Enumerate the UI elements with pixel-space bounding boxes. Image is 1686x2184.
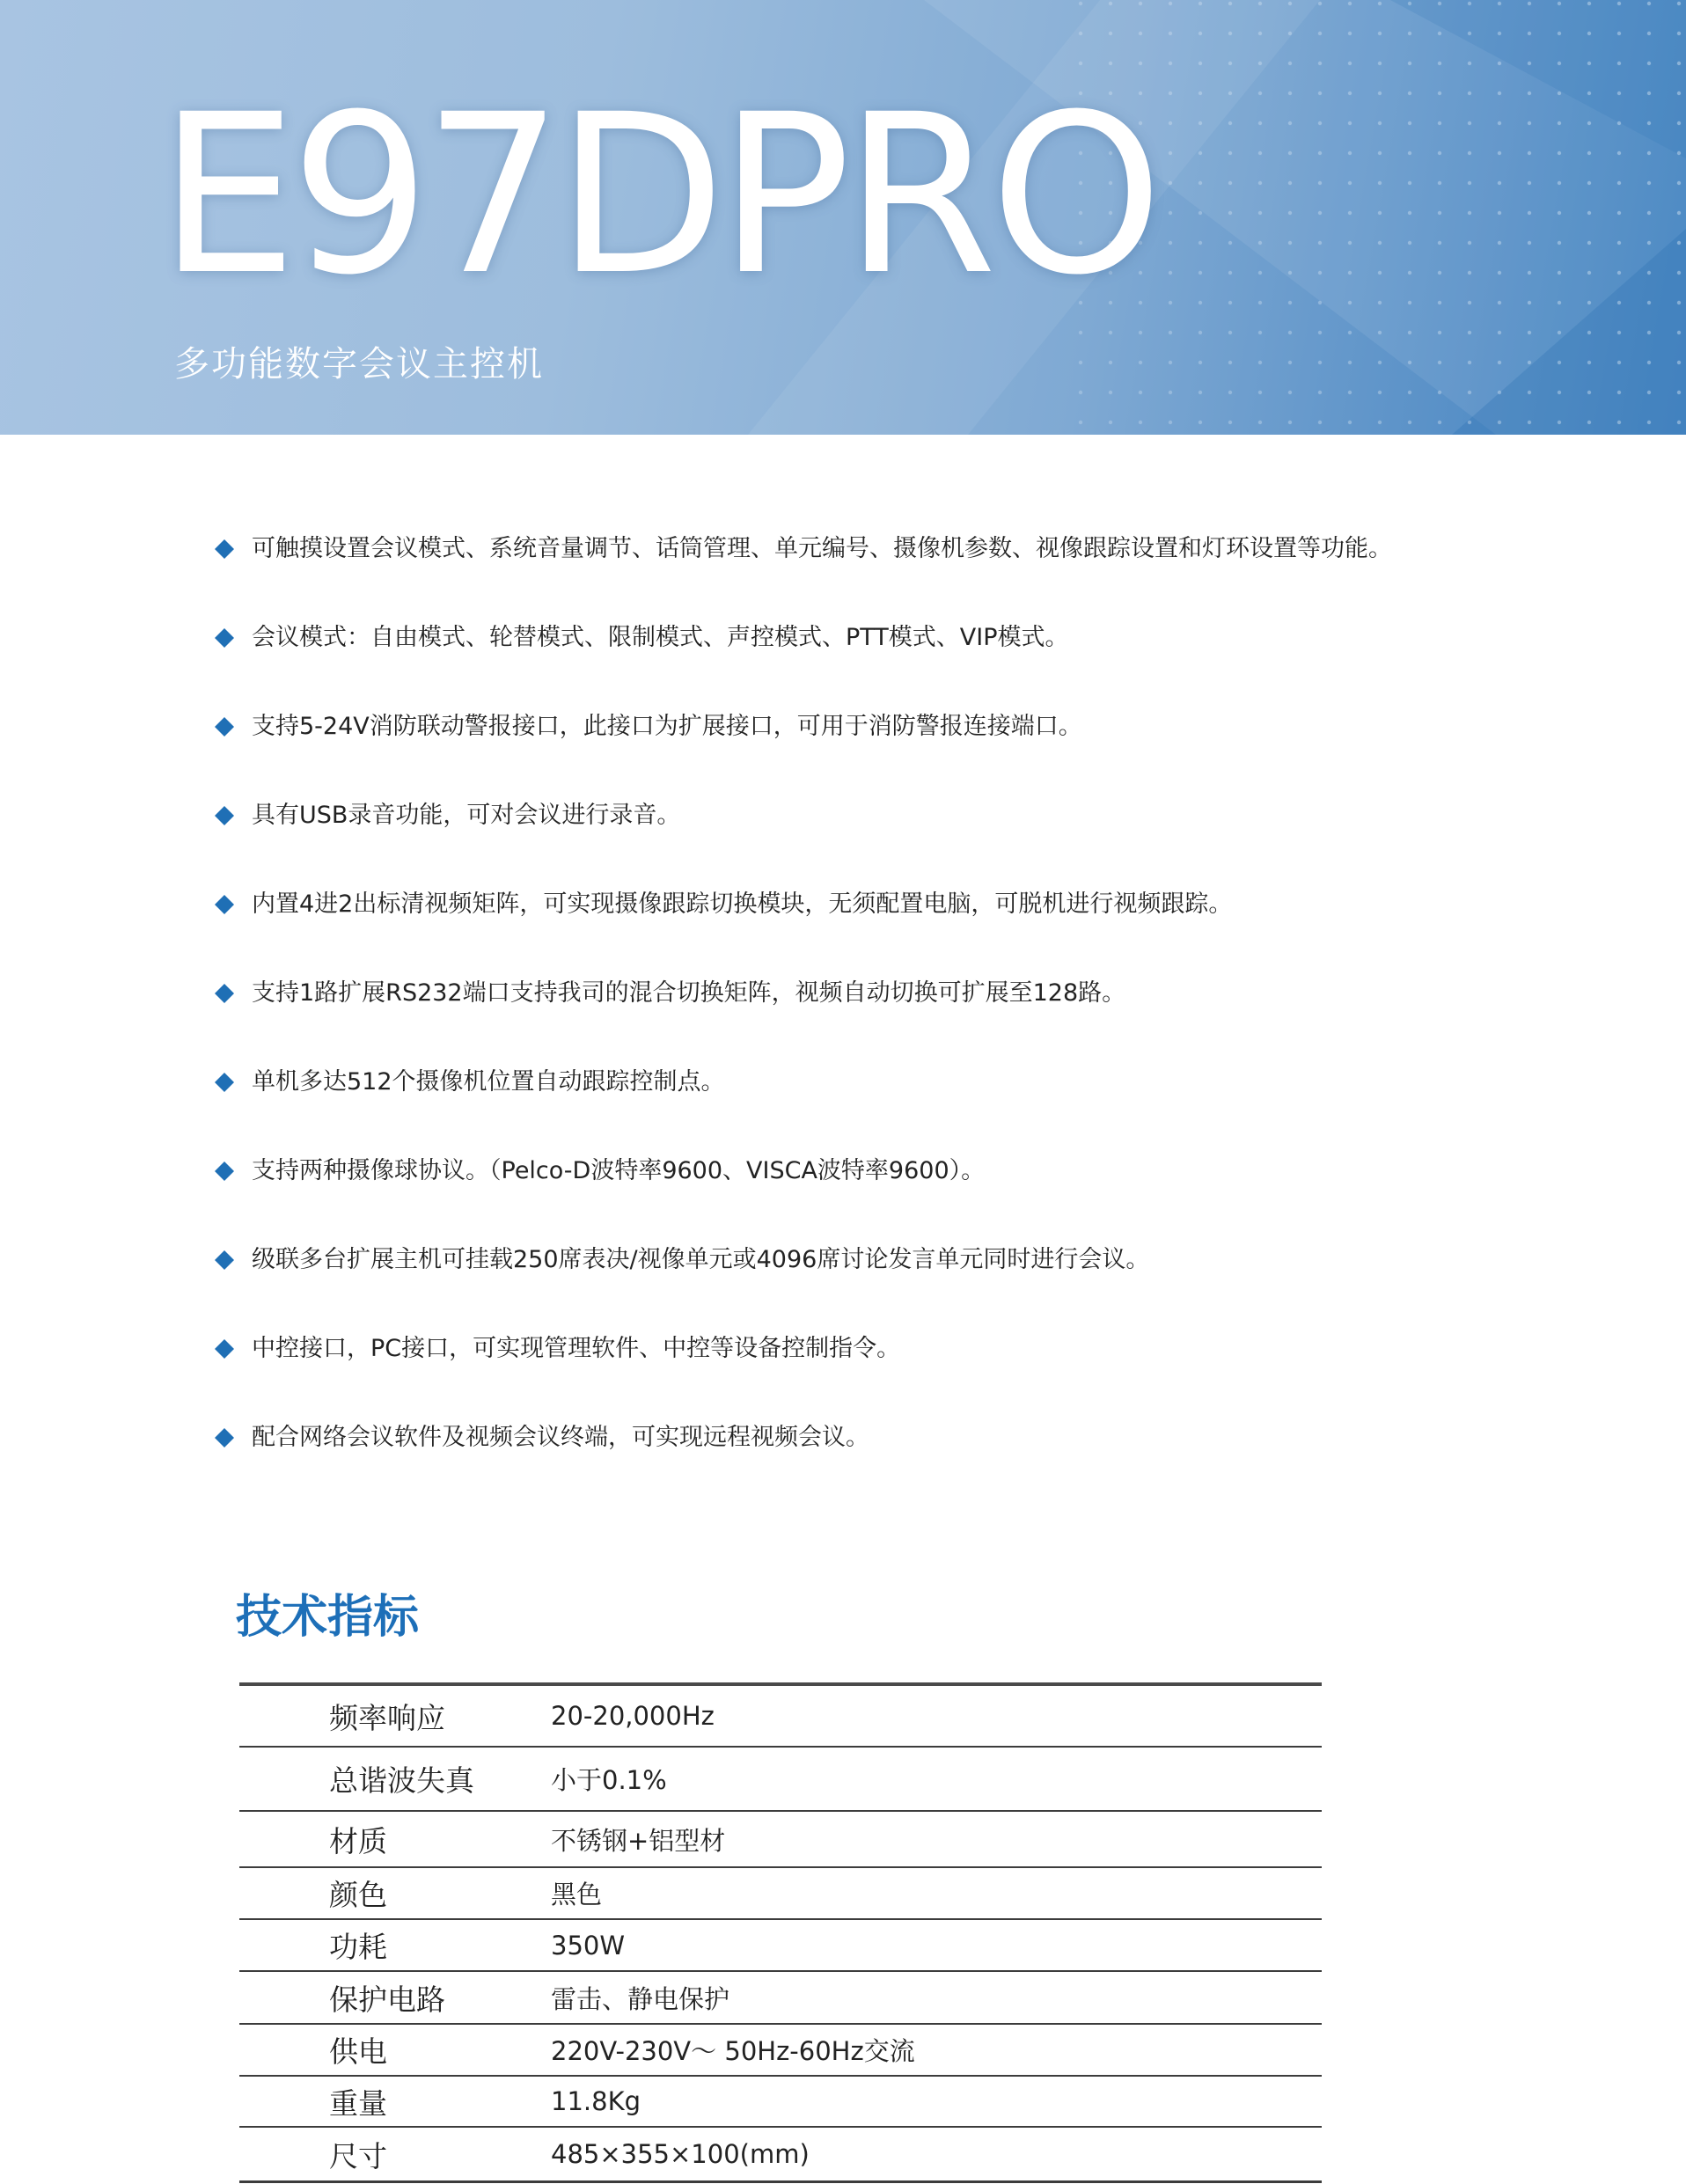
diamond-bullet-icon [215, 1073, 234, 1092]
spec-row [239, 1920, 1322, 1972]
product-title: E97DPRO [158, 67, 1156, 323]
spec-row [239, 1812, 1322, 1868]
diamond-bullet-icon [215, 1250, 234, 1270]
feature-item [215, 519, 1535, 608]
feature-item [215, 964, 1535, 1052]
spec-row [239, 2077, 1322, 2128]
feature-item [215, 875, 1535, 964]
feature-text: 支持5-24V消防联动警报接口，此接口为扩展接口，可用于消防警报连接端口。 [252, 713, 1082, 740]
feature-item [215, 608, 1535, 697]
spec-value: 11.8Kg [551, 2086, 641, 2116]
feature-item [215, 1319, 1535, 1408]
feature-text: 会议模式：自由模式、轮替模式、限制模式、声控模式、PTT模式、VIP模式。 [252, 624, 1069, 651]
spec-label: 重量 [329, 2085, 387, 2121]
spec-label: 保护电路 [329, 1982, 445, 2017]
diamond-bullet-icon [215, 895, 234, 914]
feature-item [215, 1408, 1535, 1497]
feature-text: 单机多达512个摄像机位置自动跟踪控制点。 [252, 1068, 725, 1096]
diamond-bullet-icon [215, 984, 234, 1003]
diamond-bullet-icon [215, 1339, 234, 1359]
spec-row [239, 1868, 1322, 1920]
spec-label: 频率响应 [329, 1700, 445, 1735]
spec-row [239, 2025, 1322, 2077]
spec-value: 不锈钢+铝型材 [551, 1825, 726, 1856]
spec-label: 功耗 [329, 1930, 387, 1964]
spec-table [239, 1682, 1322, 2183]
spec-value: 220V-230V～ 50Hz-60Hz交流 [551, 2036, 915, 2066]
feature-text: 中控接口，PC接口，可实现管理软件、中控等设备控制指令。 [252, 1335, 901, 1362]
feature-item [215, 697, 1535, 786]
feature-item [215, 1230, 1535, 1319]
spec-value: 485×355×100(mm) [551, 2139, 810, 2169]
diamond-bullet-icon [215, 539, 234, 559]
feature-text: 具有USB录音功能，可对会议进行录音。 [252, 802, 681, 829]
spec-label: 尺寸 [329, 2138, 387, 2173]
diamond-bullet-icon [215, 1162, 234, 1181]
product-subtitle: 多功能数字会议主控机 [174, 344, 544, 385]
feature-item [215, 1052, 1535, 1141]
spec-label: 供电 [329, 2034, 387, 2069]
spec-value: 20-20,000Hz [551, 1701, 715, 1731]
feature-text: 级联多台扩展主机可挂载250席表决/视像单元或4096席讨论发言单元同时进行会议。 [252, 1246, 1150, 1273]
diamond-bullet-icon [215, 717, 234, 737]
feature-text: 可触摸设置会议模式、系统音量调节、话筒管理、单元编号、摄像机参数、视像跟踪设置和灯环设置等功能。 [252, 535, 1392, 562]
feature-text: 配合网络会议软件及视频会议终端，可实现远程视频会议。 [252, 1424, 869, 1451]
spec-row [239, 1748, 1322, 1812]
spec-value: 小于0.1% [551, 1765, 667, 1795]
spec-label: 材质 [329, 1823, 387, 1858]
feature-item [215, 786, 1535, 875]
diamond-bullet-icon [215, 806, 234, 825]
spec-row [239, 1686, 1322, 1748]
spec-value: 黑色 [551, 1880, 603, 1909]
feature-text: 支持1路扩展RS232端口支持我司的混合切换矩阵，视频自动切换可扩展至128路。 [252, 979, 1126, 1007]
diamond-bullet-icon [215, 1428, 234, 1447]
header-banner [0, 0, 1686, 435]
spec-row [239, 2128, 1322, 2183]
feature-item [215, 1141, 1535, 1230]
feature-text: 支持两种摄像球协议。（Pelco-D波特率9600、VISCA波特率9600）。 [252, 1157, 986, 1184]
spec-section-title: 技术指标 [236, 1591, 420, 1644]
spec-label: 总谐波失真 [329, 1763, 474, 1798]
feature-text: 内置4进2出标清视频矩阵，可实现摄像跟踪切换模块，无须配置电脑，可脱机进行视频跟踪。 [252, 890, 1233, 918]
diamond-bullet-icon [215, 628, 234, 648]
spec-value: 350W [551, 1930, 626, 1960]
spec-value: 雷击、静电保护 [551, 1983, 730, 2014]
spec-row [239, 1972, 1322, 2025]
feature-list [215, 519, 1535, 1497]
spec-label: 颜色 [329, 1878, 387, 1912]
